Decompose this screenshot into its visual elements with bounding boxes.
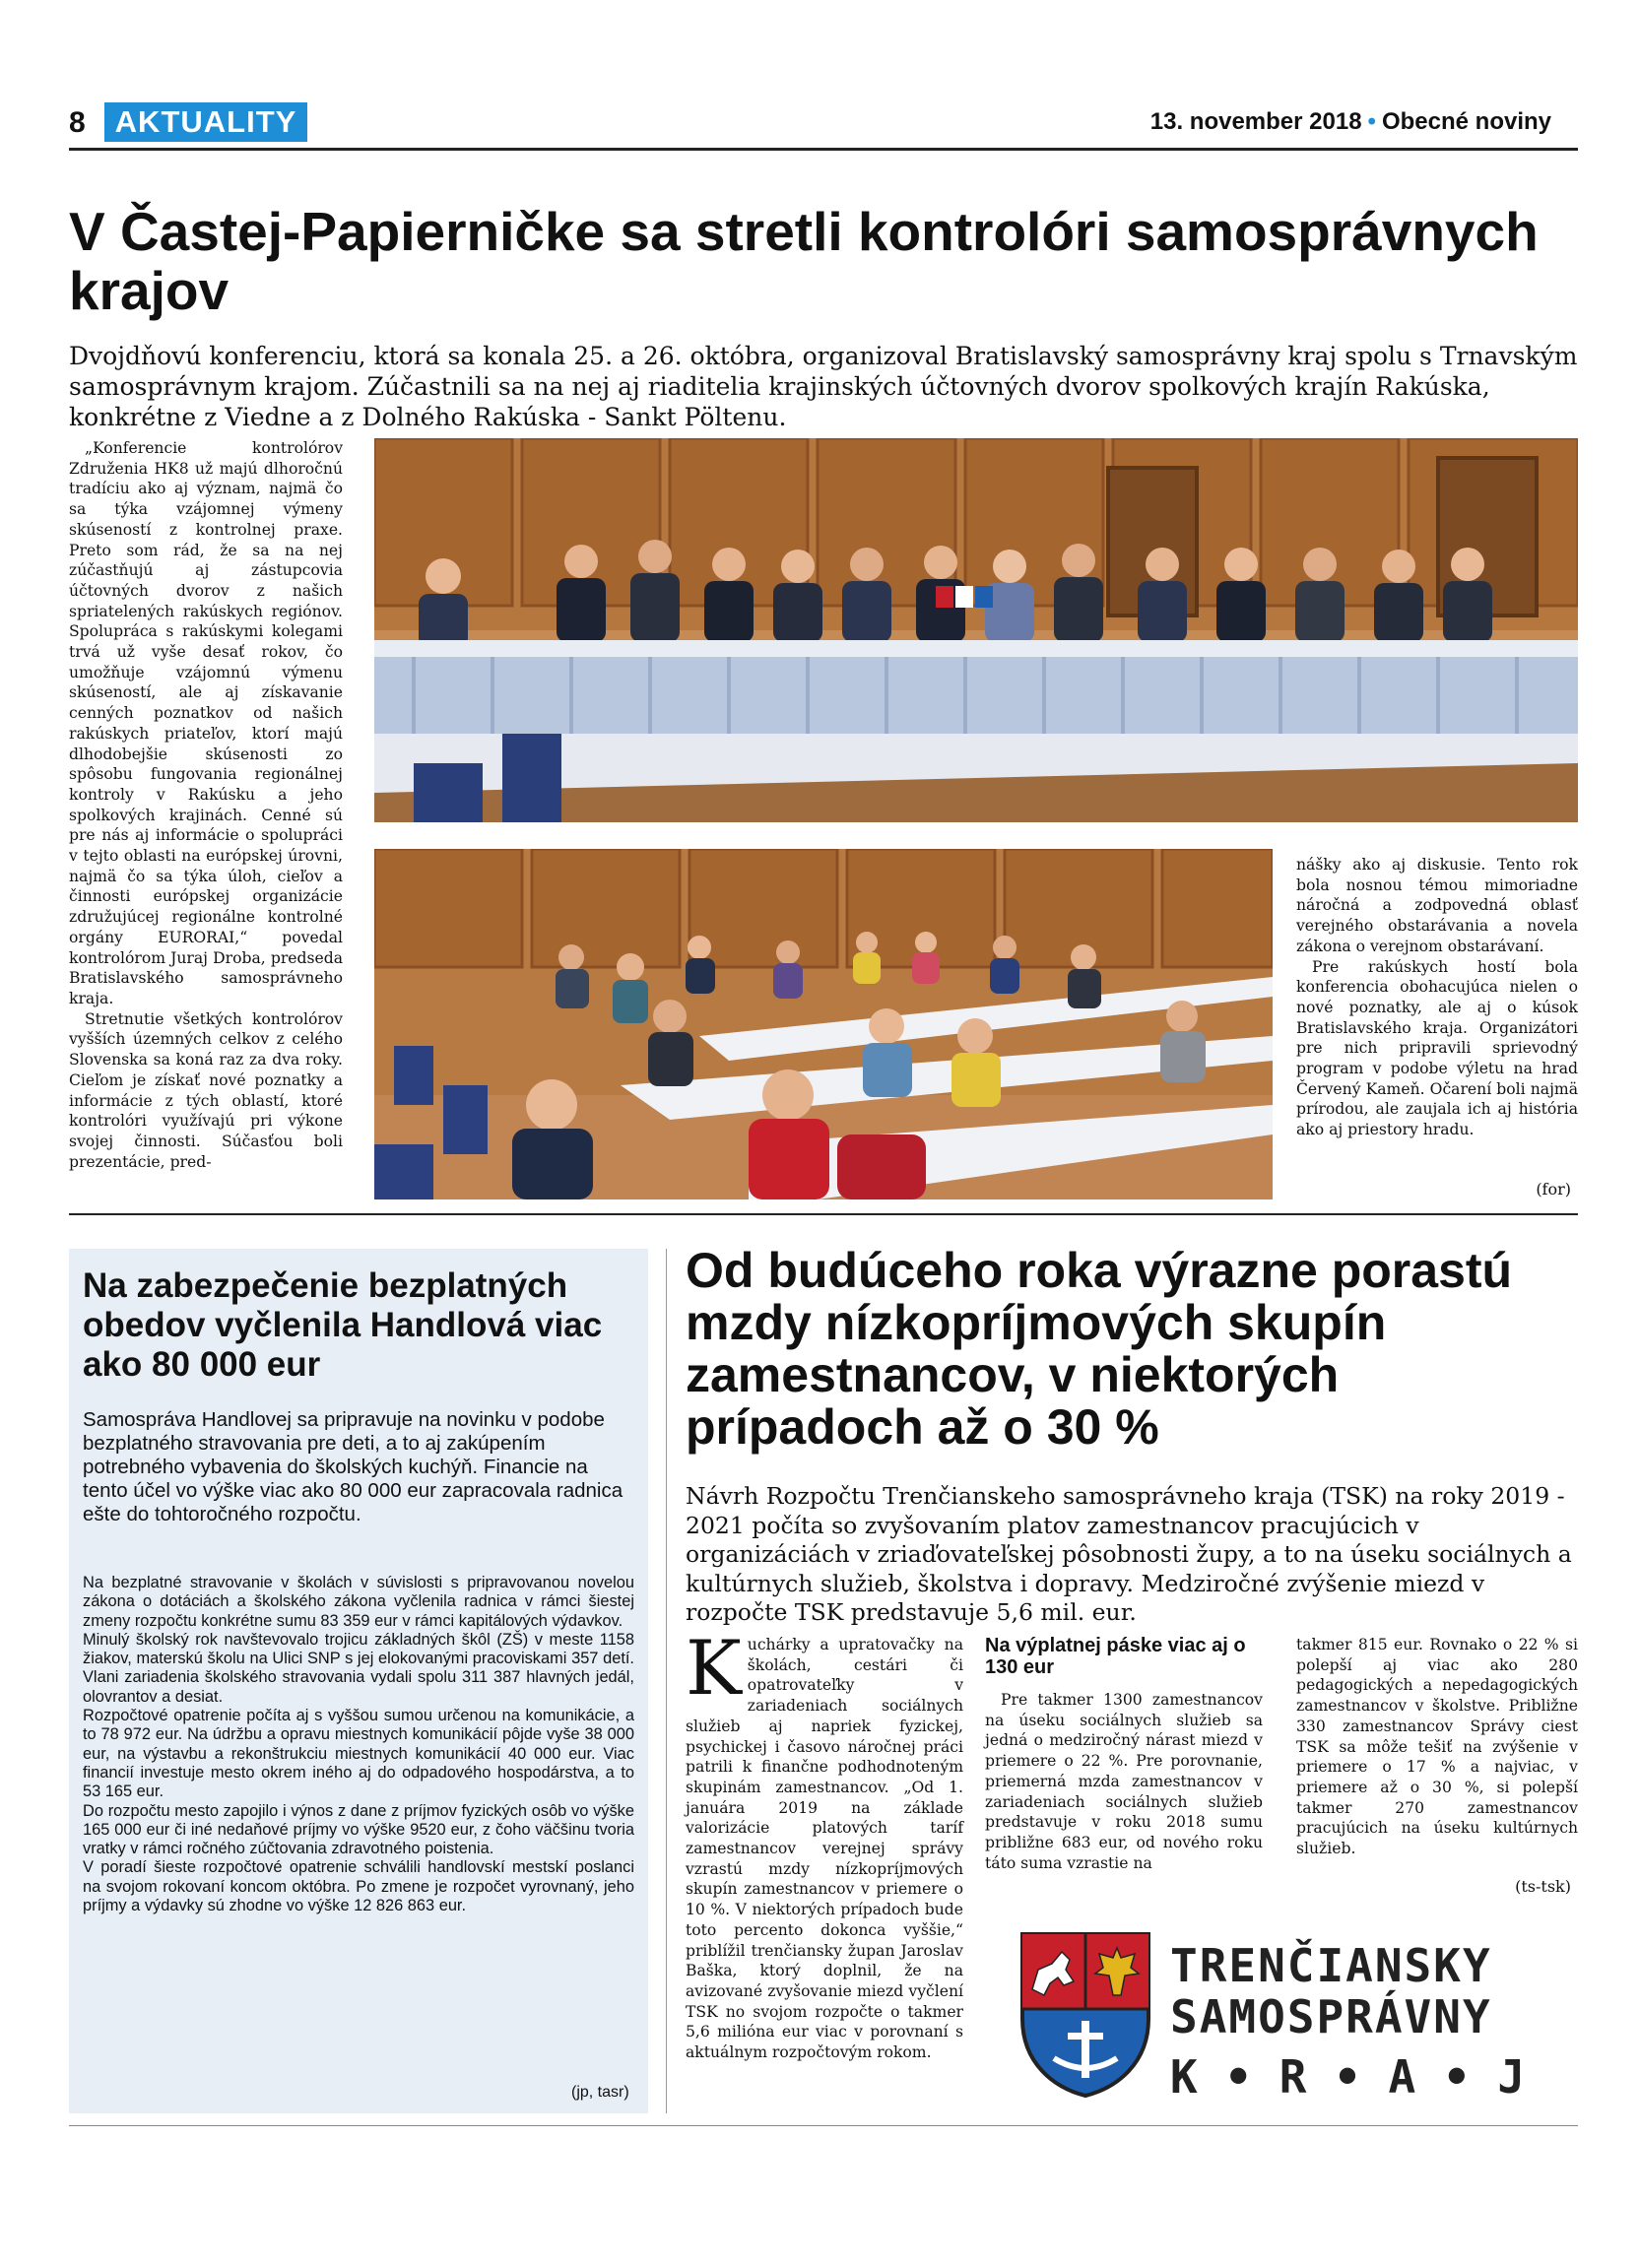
publication-name: Obecné noviny [1381,108,1551,135]
article-1-lead: Dvojdňovú konferenciu, ktorá sa konala 25. a 26. októbra, organizoval Bratislavský samosprávny kraj spolu s Trnavským samosprávnym krajom. Zúčastnili sa na nej aj riaditelia krajinských účtovných dvorov spolkových krajín Rakúska, konkrétne z Viedne a z Dolného Rakúska - Sankt Pöltenu. [69,342,1578,431]
conference-panel-photo [374,438,1578,822]
logo-line-2: SAMOSPRÁVNY [1170,1990,1492,2043]
article-2-column-3 [1296,1635,1578,1859]
article-1-paragraph: „Konferencie kontrolórov Združenia HK8 už majú dlhoročnú tradíciu ako aj význam, najmä čo sa týka vzájomnej výmeny skúseností z kontrolnej praxe. Preto som rád, že sa na nej zúčastňujú aj zástupcovia účtovných dvorov z našich spriatelených rakúskych regiónov. Spolupráca s rakúskymi kolegami trvá už vyše desať rokov, čo umožňuje vzájomnú výmenu skúseností, ale aj získavanie cenných poznatkov od našich rakúskych priateľov, ktorí majú dlhodobejšie skúsenosti zo spôsobu fungovania regionálnej kontroly v Rakúsku a jeho spolkových krajinách. Cenné sú pre nás aj informácie o spolupráci v tejto oblasti na európskej úrovni, najmä čo sa týka úloh, cieľov a činnosti európskej organizácie združujúcej regionálne kontrolné orgány EURORAI,“ povedal kontrolórom Juraj Droba, predseda Bratislavského samosprávneho kraja. [69,439,343,1007]
article-2-lead: Návrh Rozpočtu Trenčianskeho samosprávneho kraja (TSK) na roky 2019 - 2021 počíta so zvyšovaním platov zamestnancov pracujúcich v organizáciách v zriaďovateľskej pôsobnosti župy, a to na úseku sociálnych a kultúrnych služieb, školstva i dopravy. Medziročné zvýšenie miezd v rozpočte TSK predstavuje 5,6 mil. eur. [686,1482,1572,1626]
logo-line-3: K • R • A • J [1170,2050,1526,2104]
sidebar-body [83,1574,634,1915]
conference-audience-illustration [374,849,1273,1199]
sidebar-paragraph: V poradí šieste rozpočtové opatrenie schválili handlovskí mestskí poslanci na svojom rokovaní koncom októbra. Po zmene je rozpočet vyrovnaný, jeho príjmy a výdavky sú zhodne vo výške 12 826 863 eur. [83,1858,634,1915]
article-1-paragraph: Pre rakúskych hostí bola konferencia obohacujúca nielen o nové poznatky, ale aj o kúsok Bratislavského kraja. Organizátori pre nich pripravili sprievodný program v podobe výletu na hrad Červený Kameň. Očarení boli najmä prírodou, ale zaujala ich aj história ako aj priestory hradu. [1296,957,1578,1139]
article-1-column-3 [1296,855,1578,1140]
article-1-headline: V Častej-Papierničke sa stretli kontrolóri samosprávnych krajov [69,201,1539,321]
sidebar-paragraph: Minulý školský rok navštevovalo trojicu základných škôl (ZŠ) v meste 1158 žiakov, materskú školu na Ulici SNP s jej elokovanými pracoviskami 357 detí. Vlani zariadenia školského stravovania vydali spolu 311 387 hlavných jedál, olovrantov a desiat. [83,1630,634,1706]
issue-info [1150,108,1551,136]
tsk-coat-of-arms-icon [1018,1930,1152,2098]
article-2-paragraph: takmer 815 eur. Rovnako o 22 % si polepší aj viac ako 280 pedagogických a nepedagogických zamestnancov v školstve. Približne 330 zamestnancov Správy ciest TSK sa môže tešiť na zvýšenie v priemere o 17 % a najviac, v priemere až o 30 %, si polepší takmer 270 zamestnancov pracujúcich na úseku kultúrnych služieb. [1296,1636,1578,1858]
article-2-column-2 [985,1635,1263,1873]
article-2-subheading: Na výplatnej páske viac aj o 130 eur [985,1635,1246,1678]
sidebar-signature: (jp, tasr) [571,2084,629,2101]
article-2-paragraph: Pre takmer 1300 zamestnancov na úseku sociálnych služieb sa jedná o medziročný nárast miezd v priemere o 22 %. Pre porovnanie, priemerná mzda zamestnancov v zariadeniach sociálnych služieb predstavuje v roku 2018 sumu približne 683 eur, od nového roku táto suma vzrastie na [985,1691,1263,1872]
article-1-paragraph: Stretnutie všetkých kontrolórov vyšších územných celkov z celého Slovenska sa koná raz za dva roky. Cieľom je získať nové poznatky a informácie z tých oblastí, ktoré kontrolóri využívajú pri výkone svojej činnosti. Súčasťou boli prezentácie, pred- [69,1009,343,1171]
logo-line-1: TRENČIANSKY [1170,1939,1492,1992]
column-divider [666,1249,667,2113]
sidebar-lead: Samospráva Handlovej sa pripravuje na novinku v podobe bezplatného stravovania pre deti, a to aj zakúpením potrebného vybavenia do školských kuchýň. Financie na tento účel vo výške viac ako 80 000 eur zapracovala radnica ešte do tohtoročného rozpočtu. [83,1408,623,1525]
article-1-column-1 [69,438,343,1172]
conference-audience-photo [374,849,1273,1199]
separator-dot: • [1367,108,1376,135]
header-rule [69,148,1578,151]
article-2-column-1 [686,1624,963,2063]
sidebar-paragraph: Rozpočtové opatrenie počíta aj s vyššou sumou určenou na komunikácie, a to 78 972 eur. Na údržbu a opravu miestnych komunikácií pôjde vyše 38 000 eur, na výstavbu a rekonštrukciu miestnych komunikácií 40 000 eur. Viac financií investuje mesto okrem iného aj do odpadového hospodárstva, a to 53 165 eur. [83,1707,634,1801]
article-2-signature: (ts-tsk) [1515,1877,1571,1896]
article-1-signature: (for) [1536,1180,1571,1199]
sidebar-paragraph: Na bezplatné stravovanie v školách v súvislosti s pripravovanou novelou zákona o dotáciách a školského zákona vyčlenila radnica v rámci šiestej zmeny rozpočtu konkrétne sumu 83 359 eur v rámci kapitálových výdavkov. [83,1574,634,1630]
article-1-paragraph: nášky ako aj diskusie. Tento rok bola nosnou témou mimoriadne náročná a zodpovedná oblasť verejného obstarávania a novela zákona o verejnom obstarávaní. [1296,856,1578,955]
article-separator-rule [69,1213,1578,1215]
sidebar-paragraph: Do rozpočtu mesto zapojilo i výnos z dane z príjmov fyzických osôb vo výške 165 000 eur či iné nedaňové príjmy vo výške 9520 eur, z čoho väčšinu tvoria vratky v rámci ročného zúčtovania zdravotného poistenia. [83,1801,634,1858]
section-label: AKTUALITY [104,102,307,142]
page-number: 8 [69,106,86,139]
sidebar-headline: Na zabezpečenie bezplatných obedov vyčlenila Handlová viac ako 80 000 eur [83,1266,603,1384]
drop-cap: K [686,1624,742,1712]
conference-panel-illustration [374,438,1578,822]
tsk-logo-text [1170,1940,1492,2042]
footer-rule [69,2125,1578,2126]
issue-date: 13. november 2018 [1149,108,1362,135]
article-2-paragraph: uchárky a upratovačky na školách, cestári či opatrovateľky v zariadeniach sociálnych služieb aj napriek fyzickej, psychickej i časovo náročnej práci patrili k finančne podhodnoteným skupinám zamestnancov. „Od 1. januára 2019 na základe valorizácie platových taríf zamestnancov verejnej správy vzrastú mzdy nízkopríjmových skupín zamestnancov v priemere o 10 %. V niektorých prípadoch bude toto percento dokonca vyššie,“ priblížil trenčiansky župan Jaroslav Baška, ktorý doplnil, že na avizované zvyšovanie miezd vyčlení TSK no svojom rozpočte o takmer 5,6 milióna eur viac v porovnaní s aktuálnym rozpočtovým rokom. [686,1636,963,2062]
article-2-headline: Od budúceho roka výrazne porastú mzdy nízkopríjmových skupín zamestnancov, v niektorých prípadoch až o 30 % [686,1243,1513,1455]
